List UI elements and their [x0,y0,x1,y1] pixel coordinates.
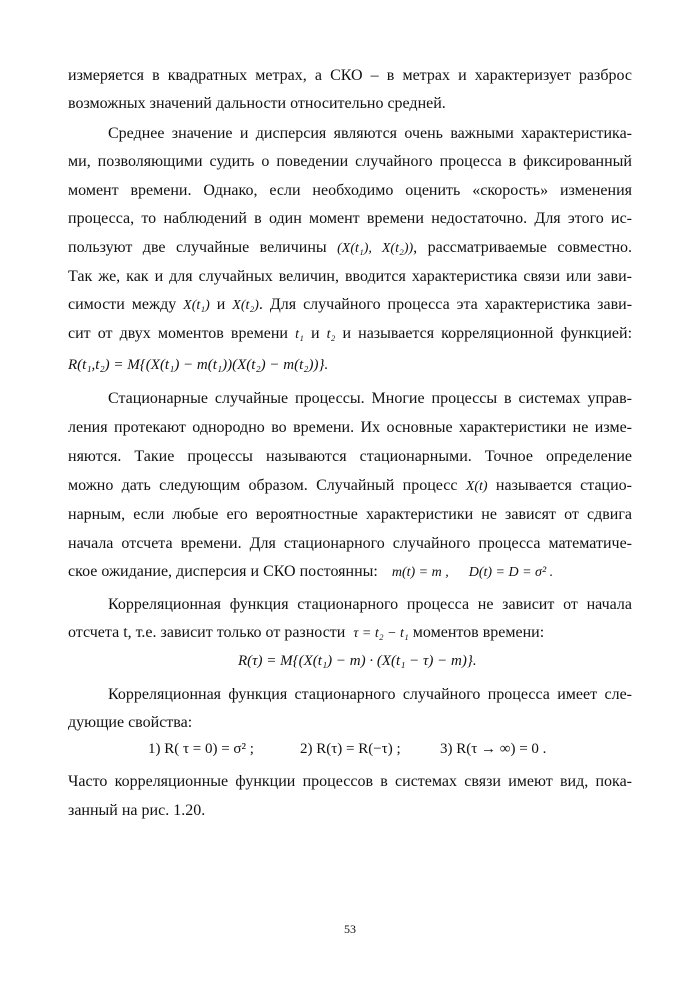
text-line: возможных значений дальности относительно средней. [68,95,446,112]
text-span: . Для случайного процесса эта характеристика зави- [258,296,633,313]
math-inline: (X(t₁), X(t₂)) [337,241,414,256]
text-line [68,238,632,259]
math-inline: t₂ [326,327,336,342]
text-span: и [216,296,226,313]
text-line: ми, позволяющими судить о поведении случайного процесса в фиксированный [68,153,632,170]
text-line [68,295,632,316]
text-line: Часто корреляционные функции процессов в системах связи имеют вид, пока- [68,773,632,790]
page-number: 53 [344,922,356,936]
paragraph-first-line: Среднее значение и дисперсия являются очень важными характеристика- [108,125,632,142]
text-span: моментов времени: [412,624,545,641]
text-span: называется стацио- [495,477,633,494]
math-inline: X(t₂) [232,298,259,313]
text-line: момент времени. Однако, если необходимо оценить «скорость» изменения [68,182,632,199]
text-line: начала отсчета времени. Для стационарного случайного процесса математиче- [68,535,632,552]
text-span: можно дать следующим образом. Случайный процесс [68,477,458,494]
equation-correlation: R(t₁,t₂) = M{(X(t₁) − m(t₁))(X(t₂) − m(t₂))}. [68,357,329,373]
paragraph-first-line: Стационарные случайные процессы. Многие процессы в системах управ- [108,390,632,407]
text-span: сит от двух моментов времени [68,325,288,342]
paragraph-first-line: Корреляционная функция стационарного случайного процесса имеет сле- [108,686,632,703]
text-line [68,562,632,583]
text-span: и [310,325,320,342]
text-line: процесса, то наблюдений в один момент времени недостаточно. Для этого ис- [68,210,632,227]
math-inline: X(t) [465,479,488,494]
equation-stationary-correlation: R(τ) = M{(X(t₁) − m) · (X(t₁ − τ) − m)}. [238,653,477,669]
text-line: ления протекают однородно во времени. Их основные характеристики не изме- [68,419,632,436]
text-span: симости между [68,296,177,313]
text-line: дующие свойства: [68,714,193,731]
text-span: пользуют две случайные величины [68,239,327,256]
text-span: ское ожидание, дисперсия и СКО постоянны: [68,563,378,580]
text-line: занный на рис. 1.20. [68,802,206,819]
text-span: отсчета t, т.е. зависит только от разности [68,624,346,641]
text-line [68,623,632,644]
text-span: и называется корреляционной функцией: [342,325,633,342]
property-2: 2) R(τ) = R(−τ) ; [300,741,401,757]
math-inline: D(t) = D = σ² . [468,565,554,580]
text-line [68,324,632,345]
math-inline: τ = t₂ − t₁ [353,626,409,641]
property-3: 3) R(τ → ∞) = 0 . [440,741,547,757]
text-line [68,476,632,497]
math-inline: m(t) = m , [391,565,449,580]
text-line: нарным, если любые его вероятностные характеристики не зависят от сдвига [68,506,632,523]
math-inline: t₁ [295,327,304,342]
text-line: няются. Такие процессы называются стационарными. Точное определение [68,448,632,465]
paragraph-first-line: Корреляционная функция стационарного процесса не зависит от начала [108,596,632,613]
math-inline: X(t₁) [183,298,210,313]
property-1: 1) R( τ = 0) = σ² ; [148,741,254,757]
text-line: измеряется в квадратных метрах, а СКО – в метрах и характеризует разброс [68,67,632,84]
text-line: Так же, как и для случайных величин, вводится характеристика связи или зави- [68,268,632,285]
text-span: , рассматриваемые совместно. [413,239,633,256]
